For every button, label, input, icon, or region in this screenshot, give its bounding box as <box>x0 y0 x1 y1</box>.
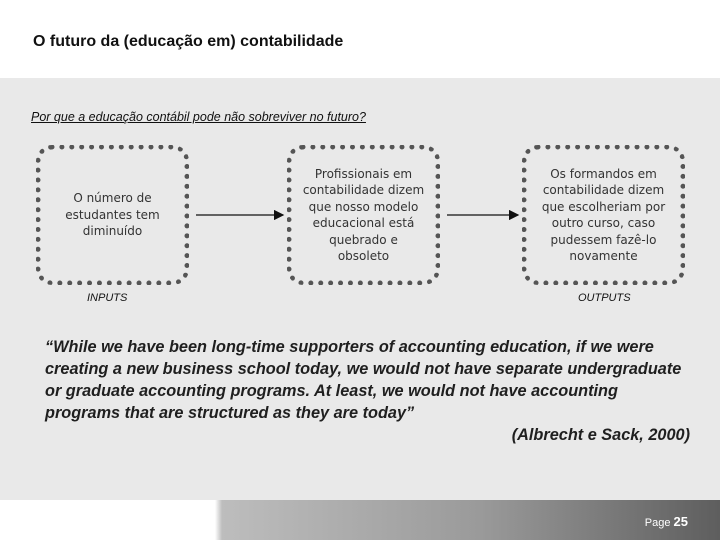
diagram-box-students <box>36 145 189 285</box>
outputs-label: OUTPUTS <box>578 292 631 304</box>
question-heading: Por que a educação contábil pode não sobreviver no futuro? <box>31 110 366 124</box>
page-number <box>645 514 688 529</box>
diagram-box-text: Os formandos em contabilidade dizem que escolheriam por outro curso, caso pudessem fazê-lo novamente <box>541 166 666 263</box>
slide-title: O futuro da (educação em) contabilidade <box>33 33 344 50</box>
page-number-value: 25 <box>673 514 688 529</box>
diagram-box-text: Profissionais em contabilidade dizem que nosso modelo educacional está quebrado e obsoleto <box>302 166 425 263</box>
quote-citation: (Albrecht e Sack, 2000) <box>511 426 690 444</box>
inputs-label: INPUTS <box>87 292 128 304</box>
footer-white-block <box>0 506 215 540</box>
quote-text: “While we have been long-time supporters of accounting education, if we were creating a new business school today, we would not have separate undergraduate or graduate accounting programs. At least, we would not have accounting programs that are structured as they are today” <box>45 338 682 422</box>
page-label: Page <box>644 517 671 529</box>
diagram-box-graduates <box>522 145 685 285</box>
diagram-box-professionals <box>287 145 440 285</box>
diagram-box-text: O número de estudantes tem diminuído <box>65 191 160 239</box>
